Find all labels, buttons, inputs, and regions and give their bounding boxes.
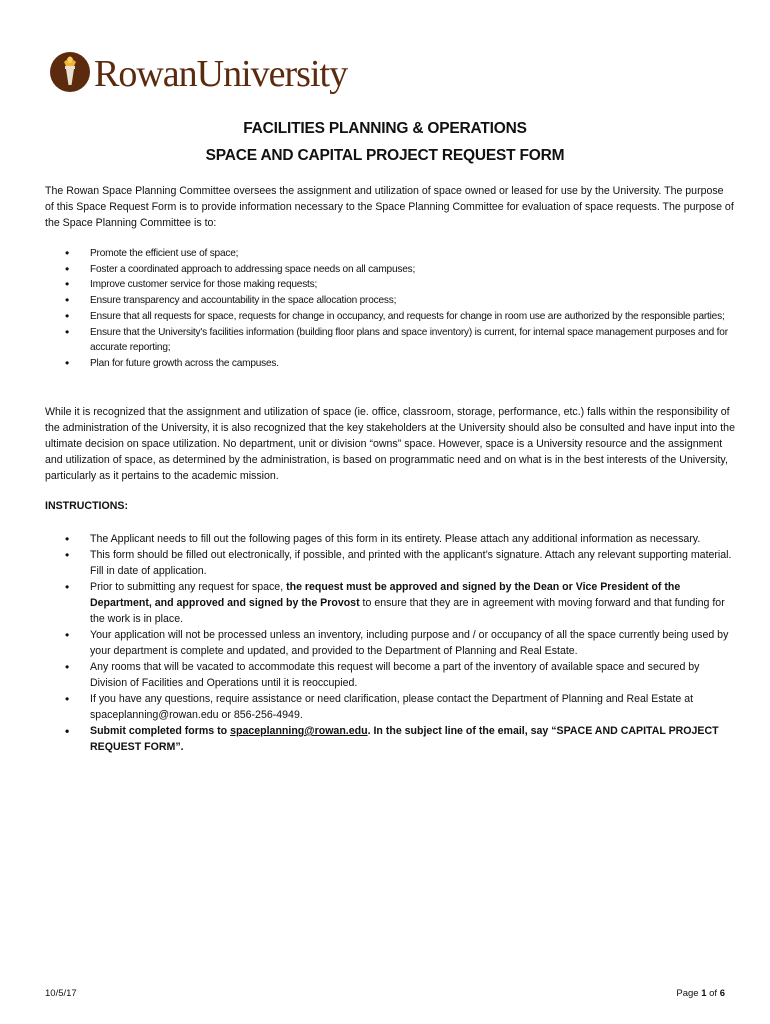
list-item: • Your application will not be processed unless an inventory, including purpose and / or occupancy of all the space currently being used by your department is complete and updated, and provided to the Department of Planning and Real Estate. (45, 627, 735, 659)
title-form: SPACE AND CAPITAL PROJECT REQUEST FORM (205, 147, 565, 164)
page-current: 1 (701, 988, 707, 999)
list-item: • Foster a coordinated approach to addressing space needs on all campuses; (45, 262, 735, 278)
page-of: of (706, 988, 720, 999)
list-item (45, 579, 735, 627)
instructions-heading: INSTRUCTIONS: (45, 500, 128, 512)
purpose-list (45, 246, 735, 372)
instruction-text: to ensure that they are in agreement with moving forward and that funding for the work is in place. (90, 597, 725, 625)
list-item: • This form should be filled out electronically, if possible, and printed with the applicant’s signature. Attach any relevant supporting material. Fill in date of application. (45, 547, 735, 579)
instruction-text: . In the subject line of the email, say “SPACE AND CAPITAL PROJECT REQUEST FORM”. (90, 725, 719, 753)
list-item: • Any rooms that will be vacated to accommodate this request will become a part of the inventory of available space and secured by Division of Facilities and Operations until it is reoccupied. (45, 659, 735, 691)
logo-wordmark: RowanUniversity (94, 53, 348, 95)
torch-seal-icon (50, 52, 90, 92)
list-item (45, 723, 735, 755)
rowan-university-logo (50, 50, 347, 94)
title-department: FACILITIES PLANNING & OPERATIONS (243, 120, 527, 137)
instruction-text: Prior to submitting any request for space, (90, 581, 287, 593)
footer-date: 10/5/17 (45, 988, 77, 999)
list-item: • The Applicant needs to fill out the following pages of this form in its entirety. Please attach any additional information as necessary. (45, 531, 735, 547)
policy-paragraph: While it is recognized that the assignment and utilization of space (ie. office, classroom, storage, performance, etc.) falls within the responsibility of the administration of the University, it is also recognized that the key stakeholders at the University should also be consulted and have input into the ultimate decision on space utilization. No department, unit or division “owns” space. However, space is a University resource and the assignment and utilization of space, as determined by the administration, is based on programmatic need and on what is in the best interests of the University, particularly as it pertains to the academic mission. (45, 406, 735, 482)
list-item: • Promote the efficient use of space; (45, 246, 735, 262)
list-item: • Ensure that the University's facilities information (building floor plans and space inventory) is current, for internal space management purposes and for accurate reporting; (45, 325, 735, 356)
list-item: • Ensure transparency and accountability in the space allocation process; (45, 293, 735, 309)
intro-paragraph: The Rowan Space Planning Committee oversees the assignment and utilization of space owned or leased for use by the University. The purpose of this Space Request Form is to provide information necessary to the Space Planning Committee for evaluation of space requests. The purpose of the Space Planning Committee is to: (45, 185, 734, 229)
approval-requirement: the request must be approved and signed by the Dean or Vice President of the Department, and approved and signed by the Provost (90, 581, 681, 609)
instruction-text: Submit completed forms to (90, 725, 231, 737)
page-number (676, 988, 725, 999)
page-label: Page (676, 988, 702, 999)
list-item: • Ensure that all requests for space, requests for change in occupancy, and requests for change in room use are authorized by the responsible parties; (45, 309, 735, 325)
list-item: • If you have any questions, require assistance or need clarification, please contact the Department of Planning and Real Estate at spaceplanning@rowan.edu or 856-256-4949. (45, 691, 735, 723)
instructions-list (45, 531, 735, 755)
email-link[interactable]: spaceplanning@rowan.edu (230, 725, 368, 737)
list-item: • Plan for future growth across the campuses. (45, 356, 735, 372)
page-total: 6 (719, 988, 725, 999)
list-item: • Improve customer service for those making requests; (45, 277, 735, 293)
